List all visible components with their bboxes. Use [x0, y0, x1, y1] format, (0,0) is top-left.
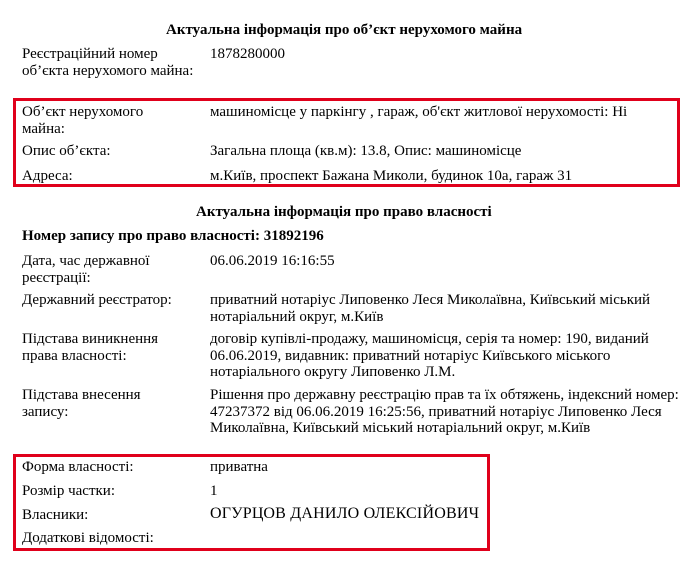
- ownership-basis-label: Підстава виникнення права власності:: [22, 331, 159, 364]
- state-registrar-value: приватний нотаріус Липовенко Леся Миколаївна, Київський міський нотаріальний округ, м.Київ: [210, 292, 651, 325]
- object-section-title: Актуальна інформація про об’єкт нерухомого майна: [166, 22, 523, 38]
- record-basis-value: Рішення про державну реєстрацію прав та їх обтяжень, індексний номер: 47237372 від 06.06.2019 16:25:56, приватний нотаріус Липовенко Леся Миколаївна, Київський міський нотаріальний округ, м.Київ: [210, 387, 679, 436]
- additional-info-label: Додаткові відомості:: [22, 530, 154, 546]
- ownership-record-heading: Номер запису про право власності: 31892196: [22, 228, 324, 244]
- share-size-value: 1: [210, 483, 218, 499]
- address-value: м.Київ, проспект Бажана Миколи, будинок 10а, гараж 31: [210, 168, 573, 184]
- object-description-label: Опис об’єкта:: [22, 143, 111, 159]
- registration-datetime-value: 06.06.2019 16:16:55: [210, 253, 335, 269]
- owners-label: Власники:: [22, 507, 89, 523]
- ownership-basis-value: договір купівлі-продажу, машиномісця, серія та номер: 190, виданий 06.06.2019, видавник: приватний нотаріус Київського міського нотаріального округу Липовенко Л.М.: [210, 331, 649, 380]
- address-label: Адреса:: [22, 168, 73, 184]
- registration-number-value: 1878280000: [210, 46, 285, 62]
- object-type-label: Об’єкт нерухомого майна:: [22, 104, 144, 137]
- registration-datetime-label: Дата, час державної реєстрації:: [22, 253, 150, 286]
- object-description-value: Загальна площа (кв.м): 13.8, Опис: машиномісце: [210, 143, 522, 159]
- registration-number-label: Реєстраційний номер об’єкта нерухомого майна:: [22, 46, 194, 79]
- ownership-form-label: Форма власності:: [22, 459, 134, 475]
- ownership-form-value: приватна: [210, 459, 268, 475]
- state-registrar-label: Державний реєстратор:: [22, 292, 172, 308]
- object-type-value: машиномісце у паркінгу , гараж, об'єкт житлової нерухомості: Ні: [210, 104, 628, 120]
- owners-value: ОГУРЦОВ ДАНИЛО ОЛЕКСІЙОВИЧ: [210, 505, 480, 522]
- share-size-label: Розмір частки:: [22, 483, 115, 499]
- record-basis-label: Підстава внесення запису:: [22, 387, 141, 420]
- ownership-section-title: Актуальна інформація про право власності: [196, 204, 492, 220]
